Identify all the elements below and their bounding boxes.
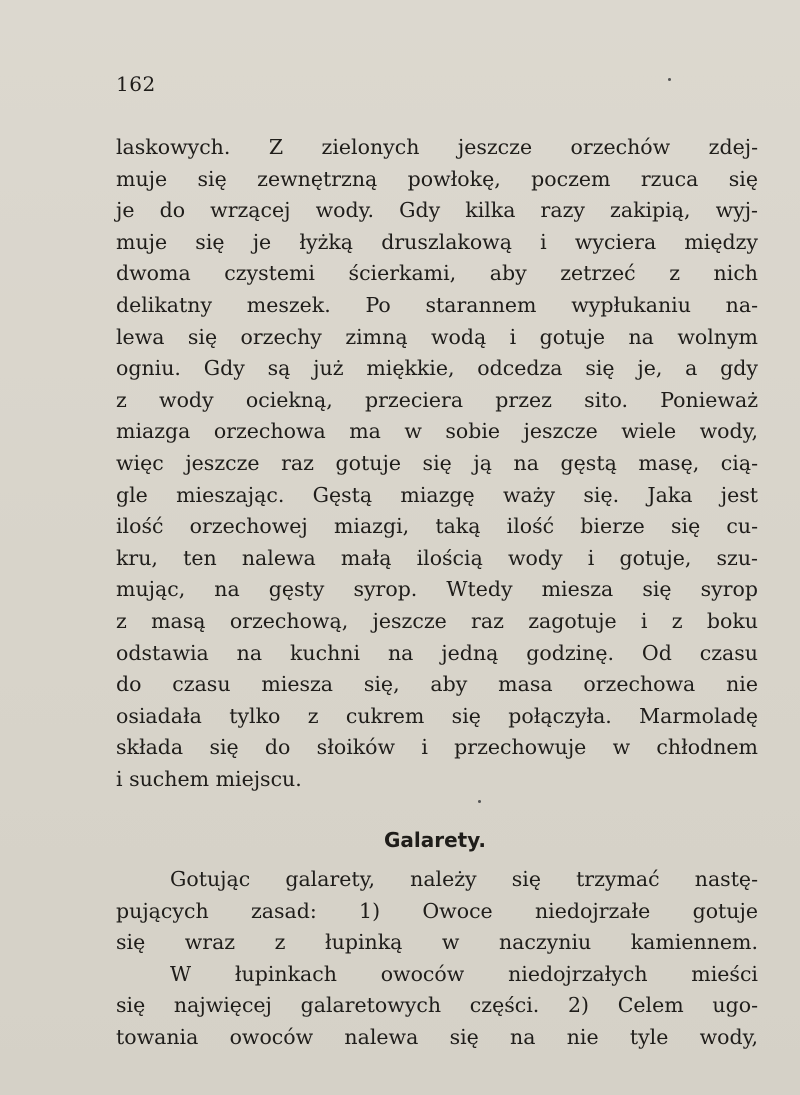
- text-line: ogniu. Gdy są już miękkie, odcedza się je, a gdy: [116, 356, 758, 381]
- text-line: odstawia na kuchni na jedną godzinę. Od czasu: [116, 640, 758, 665]
- text-line: się wraz z łupinką w naczyniu kamiennem.: [116, 930, 758, 955]
- text-line: kru, ten nalewa małą ilością wody i gotuje, szu-: [116, 545, 758, 570]
- text-line: delikatny meszek. Po starannem wypłukaniu na-: [116, 292, 758, 317]
- section-heading: Galarety.: [383, 828, 487, 852]
- text-line: laskowych. Z zielonych jeszcze orzechów zdej-: [116, 135, 758, 159]
- text-line: miazga orzechowa ma w sobie jeszcze wiele wody,: [116, 419, 758, 444]
- text-line: pujących zasad: 1) Owoce niedojrzałe gotuje: [116, 898, 758, 923]
- text-line: więc jeszcze raz gotuje się ją na gęstą masę, cią-: [116, 450, 758, 475]
- page-number: 162: [116, 72, 156, 96]
- text-line: gle mieszając. Gęstą miazgę waży się. Jaka jest: [116, 482, 758, 507]
- print-speck: [668, 78, 671, 81]
- paragraph-galarety: [116, 864, 758, 1054]
- text-line: i suchem miejscu.: [116, 766, 302, 791]
- text-line: je do wrzącej wody. Gdy kilka razy zakipią, wyj-: [116, 198, 758, 223]
- text-line: W łupinkach owoców niedojrzałych mieści: [170, 961, 758, 986]
- paragraph-marmalade: [116, 132, 758, 795]
- text-line: składa się do słoików i przechowuje w chłodnem: [116, 735, 758, 760]
- text-line: z masą orzechową, jeszcze raz zagotuje i z boku: [116, 608, 758, 633]
- text-line: dwoma czystemi ścierkami, aby zetrzeć z nich: [116, 261, 758, 286]
- print-speck: [478, 800, 481, 803]
- text-line: muje się je łyżką druszlakową i wyciera między: [116, 229, 758, 254]
- text-line: ilość orzechowej miazgi, taką ilość bierze się cu-: [116, 514, 758, 539]
- text-line: lewa się orzechy zimną wodą i gotuje na wolnym: [116, 324, 758, 349]
- text-line: Gotując galarety, należy się trzymać nastę-: [170, 867, 758, 891]
- text-line: mując, na gęsty syrop. Wtedy miesza się syrop: [116, 577, 758, 602]
- text-line: się najwięcej galaretowych części. 2) Celem ugo-: [116, 993, 758, 1018]
- text-line: towania owoców nalewa się na nie tyle wody,: [116, 1024, 758, 1049]
- text-line: osiadała tylko z cukrem się połączyła. Marmoladę: [116, 703, 758, 728]
- text-line: do czasu miesza się, aby masa orzechowa nie: [116, 672, 758, 697]
- text-line: muje się zewnętrzną powłokę, poczem rzuca się: [116, 166, 758, 191]
- text-line: z wody ociekną, przeciera przez sito. Ponieważ: [116, 387, 758, 412]
